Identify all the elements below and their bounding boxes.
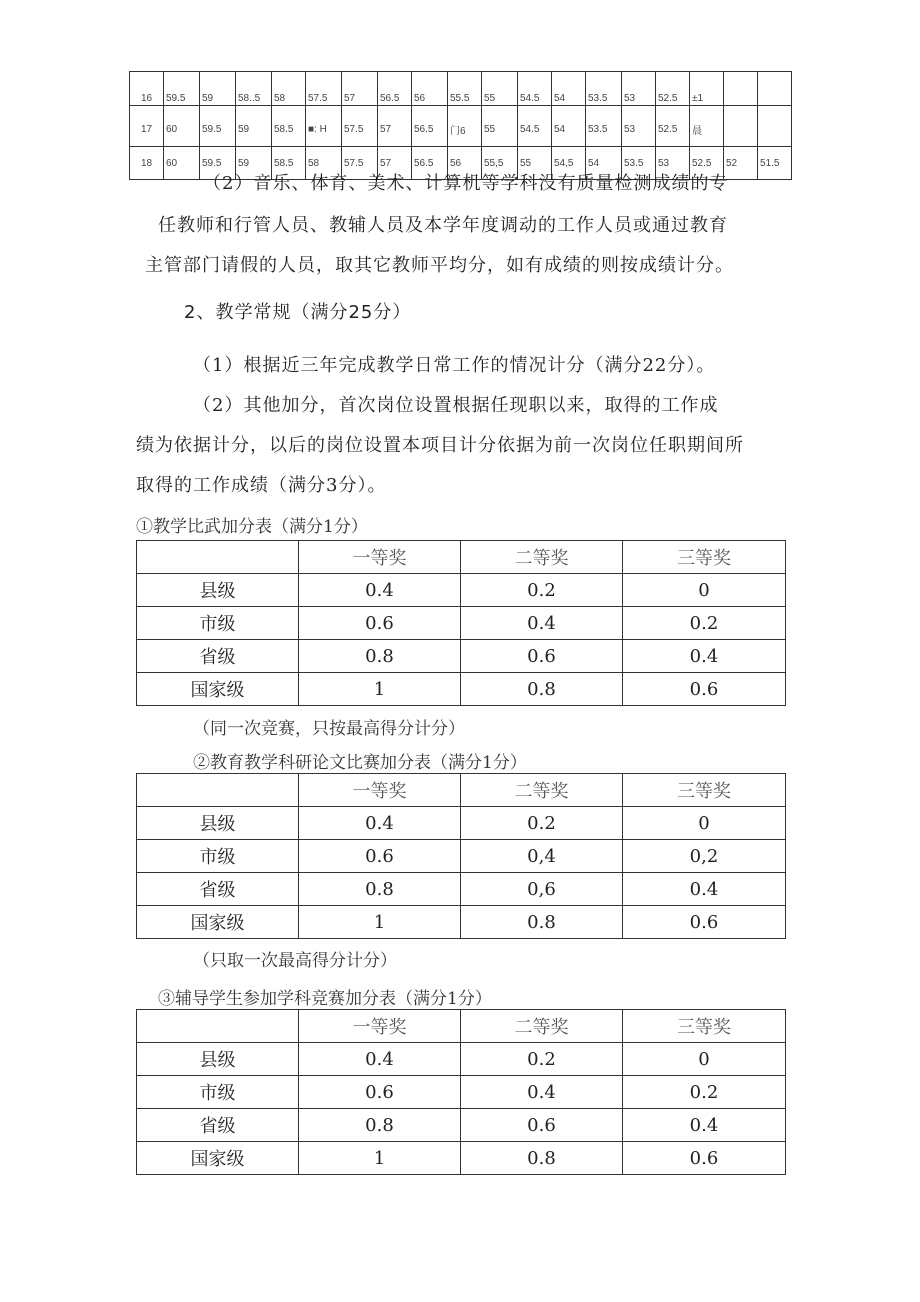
score-value-cell: 1 [299, 673, 461, 706]
score-value-cell: 0.2 [623, 1076, 786, 1109]
score-value-cell: 0,4 [461, 840, 623, 873]
level-cell: 省级 [137, 640, 299, 673]
score-value-cell: 0.4 [299, 807, 461, 840]
score-value-cell: 0.6 [461, 1109, 623, 1142]
score-cell: 52.5 [690, 147, 724, 180]
level-cell: 省级 [137, 1109, 299, 1142]
score-cell: 55.5 [448, 72, 482, 106]
score-value-cell: 0 [623, 1043, 786, 1076]
score-cell: ±1 [690, 72, 724, 106]
score-cell: 55 [482, 106, 518, 147]
score-cell: 59.5 [200, 106, 236, 147]
table-row [137, 1076, 786, 1109]
header-cell [137, 774, 299, 807]
score-value-cell: 0.2 [623, 607, 786, 640]
score-cell: 53.5 [622, 147, 656, 180]
score-value-cell: 1 [299, 1142, 461, 1175]
para1-line3: 主管部门请假的人员，取其它教师平均分，如有成绩的则按成绩计分。 [145, 255, 734, 276]
score-cell: 54.5 [518, 72, 552, 106]
score-cell [724, 72, 758, 106]
score-value-cell: 0,2 [623, 840, 786, 873]
item2-line1: （2）其他加分，首次岗位设置根据任现职以来，取得的工作成 [193, 395, 719, 416]
score-cell: 55 [518, 147, 552, 180]
award-table-1 [136, 540, 786, 706]
table-row [137, 607, 786, 640]
header-cell: 一等奖 [299, 1010, 461, 1043]
score-cell: 56 [448, 147, 482, 180]
score-cell: 59 [236, 147, 272, 180]
level-cell: 市级 [137, 840, 299, 873]
header-cell: 三等奖 [623, 1010, 786, 1043]
score-value-cell: 0.4 [623, 640, 786, 673]
score-value-cell: 0.8 [461, 1142, 623, 1175]
score-value-cell: 0.8 [299, 873, 461, 906]
score-cell: 59 [236, 106, 272, 147]
score-cell: 54 [552, 72, 586, 106]
table3-caption: ③辅导学生参加学科竞赛加分表（满分1分） [158, 989, 492, 1009]
score-cell: 54 [586, 147, 622, 180]
score-cell: 57.5 [306, 72, 342, 106]
score-value-cell: 0.6 [299, 1076, 461, 1109]
score-value-cell: 0.4 [623, 1109, 786, 1142]
item1-text: （1）根据近三年完成教学日常工作的情况计分（满分22分）。 [193, 355, 716, 376]
score-cell: 52.5 [656, 72, 690, 106]
table-header-row [137, 541, 786, 574]
score-value-cell: 1 [299, 906, 461, 939]
score-value-cell: 0.6 [299, 840, 461, 873]
score-value-cell: 0.8 [461, 673, 623, 706]
level-cell: 国家级 [137, 1142, 299, 1175]
score-cell: 58 [306, 147, 342, 180]
header-cell: 三等奖 [623, 774, 786, 807]
table1-caption: ①教学比武加分表（满分1分） [136, 517, 368, 537]
score-cell: 54.5 [518, 106, 552, 147]
level-cell: 市级 [137, 607, 299, 640]
header-cell [137, 1010, 299, 1043]
score-cell: 58.5 [272, 106, 306, 147]
score-cell: 58 [272, 72, 306, 106]
score-row [130, 72, 792, 106]
header-cell: 二等奖 [461, 1010, 623, 1043]
score-cell: 58..5 [236, 72, 272, 106]
score-cell: ■: H [306, 106, 342, 147]
score-value-cell: 0.4 [623, 873, 786, 906]
score-value-cell: 0 [623, 574, 786, 607]
score-value-cell: 0.6 [623, 906, 786, 939]
score-value-cell: 0.4 [461, 607, 623, 640]
level-cell: 县级 [137, 807, 299, 840]
award-table-3 [136, 1009, 786, 1175]
score-cell: 53.5 [586, 72, 622, 106]
score-value-cell: 0.6 [623, 1142, 786, 1175]
para1-line2: 任教师和行管人员、教辅人员及本学年度调动的工作人员或通过教育 [158, 215, 728, 236]
table2-caption: ②教育教学科研论文比赛加分表（满分1分） [193, 753, 527, 773]
score-cell [758, 106, 792, 147]
score-value-cell: 0.2 [461, 807, 623, 840]
table-row [137, 574, 786, 607]
table-row [137, 673, 786, 706]
score-cell: 52 [724, 147, 758, 180]
score-cell: 57 [378, 147, 412, 180]
score-cell: 18 [130, 147, 164, 180]
score-cell: 59.5 [200, 147, 236, 180]
score-cell: 53 [622, 72, 656, 106]
item2-line2: 绩为依据计分，以后的岗位设置本项目计分依据为前一次岗位任职期间所 [136, 435, 744, 456]
award-table-2 [136, 773, 786, 939]
header-cell: 二等奖 [461, 774, 623, 807]
score-cell: 56.5 [412, 106, 448, 147]
score-cell: 52.5 [656, 106, 690, 147]
table-row [137, 1142, 786, 1175]
score-cell: 56.5 [412, 147, 448, 180]
score-cell: 55 [482, 72, 518, 106]
header-cell: 三等奖 [623, 541, 786, 574]
score-value-cell: 0.4 [299, 1043, 461, 1076]
score-cell: 53.5 [586, 106, 622, 147]
score-value-cell: 0.2 [461, 1043, 623, 1076]
score-cell [724, 106, 758, 147]
level-cell: 县级 [137, 574, 299, 607]
score-value-cell: 0.2 [461, 574, 623, 607]
score-table [129, 71, 792, 180]
score-value-cell: 0.4 [461, 1076, 623, 1109]
level-cell: 国家级 [137, 906, 299, 939]
para1-line1: （2）音乐、体育、美术、计算机等学科没有质量检测成绩的专 [203, 173, 729, 194]
table1-note: （同一次竞赛，只按最高得分计分） [193, 719, 465, 739]
score-value-cell: 0 [623, 807, 786, 840]
section2-heading: 2、教学常规（满分25分） [184, 302, 412, 323]
score-cell: 59 [200, 72, 236, 106]
score-cell: 57.5 [342, 147, 378, 180]
score-value-cell: 0.4 [299, 574, 461, 607]
score-cell: 51.5 [758, 147, 792, 180]
table-row [137, 640, 786, 673]
score-cell: 门6 [448, 106, 482, 147]
header-cell: 二等奖 [461, 541, 623, 574]
score-cell: 53 [622, 106, 656, 147]
table-row [137, 840, 786, 873]
score-cell: 55,5 [482, 147, 518, 180]
item2-line3: 取得的工作成绩（满分3分）。 [136, 475, 387, 496]
score-value-cell: 0.6 [623, 673, 786, 706]
score-cell: 57 [342, 72, 378, 106]
level-cell: 县级 [137, 1043, 299, 1076]
table-row [137, 1043, 786, 1076]
level-cell: 市级 [137, 1076, 299, 1109]
score-value-cell: 0.8 [299, 640, 461, 673]
score-cell: 晨 [690, 106, 724, 147]
score-cell: 16 [130, 72, 164, 106]
header-cell [137, 541, 299, 574]
score-cell: 57 [378, 106, 412, 147]
score-cell: 60 [164, 106, 200, 147]
level-cell: 国家级 [137, 673, 299, 706]
score-cell: 17 [130, 106, 164, 147]
score-cell: 53 [656, 147, 690, 180]
score-cell: 60 [164, 147, 200, 180]
table-row [137, 1109, 786, 1142]
table-row [137, 906, 786, 939]
score-value-cell: 0.6 [299, 607, 461, 640]
score-cell: 58.5 [272, 147, 306, 180]
table2-note: （只取一次最高得分计分） [193, 951, 397, 971]
score-value-cell: 0.8 [299, 1109, 461, 1142]
header-cell: 一等奖 [299, 774, 461, 807]
table-row [137, 873, 786, 906]
score-value-cell: 0.6 [461, 640, 623, 673]
table-row [137, 807, 786, 840]
score-value-cell: 0,6 [461, 873, 623, 906]
score-cell: 56.5 [378, 72, 412, 106]
score-row [130, 106, 792, 147]
level-cell: 省级 [137, 873, 299, 906]
score-cell: 56 [412, 72, 448, 106]
score-cell [758, 72, 792, 106]
score-cell: 57.5 [342, 106, 378, 147]
score-cell: 59.5 [164, 72, 200, 106]
header-cell: 一等奖 [299, 541, 461, 574]
score-value-cell: 0.8 [461, 906, 623, 939]
table-header-row [137, 774, 786, 807]
table-header-row [137, 1010, 786, 1043]
score-cell: 54,5 [552, 147, 586, 180]
score-cell: 54 [552, 106, 586, 147]
